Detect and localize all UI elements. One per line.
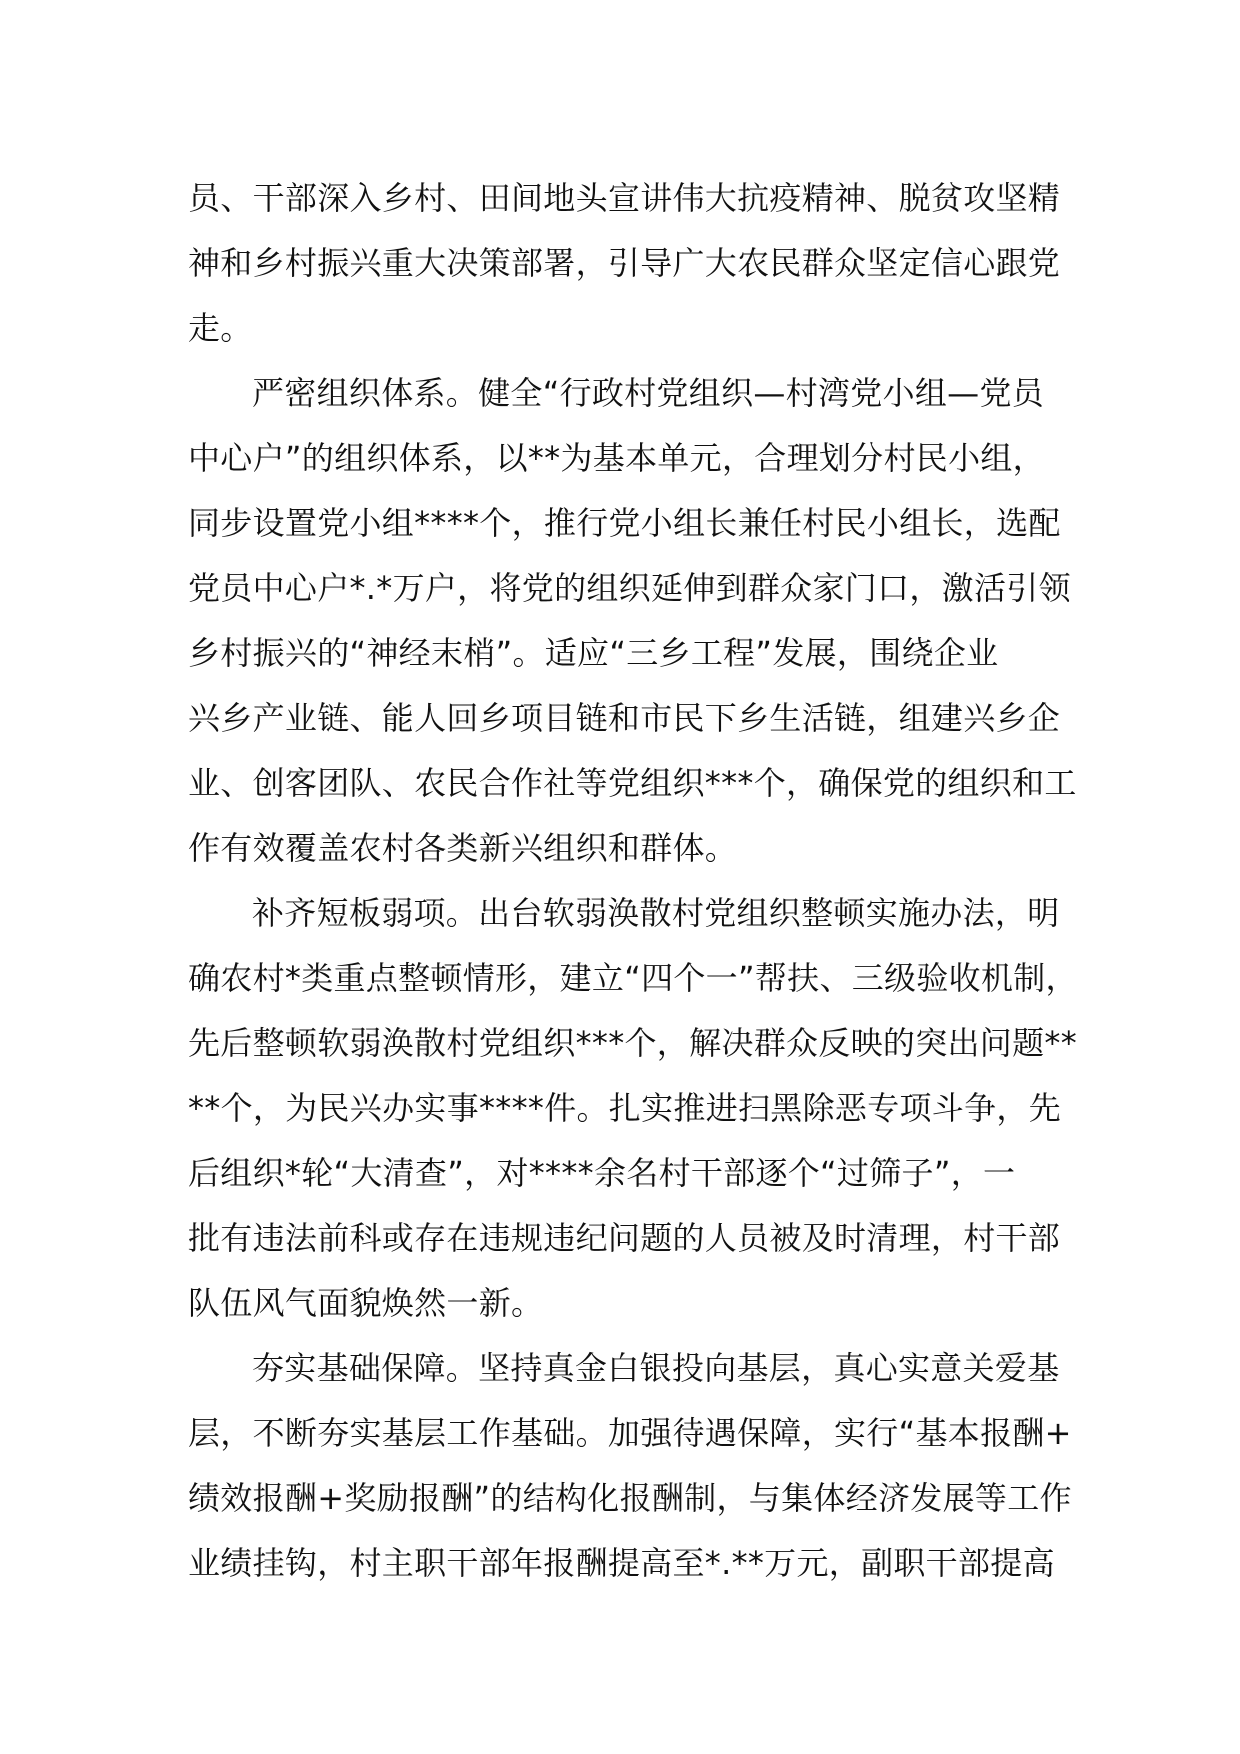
text-line: 作有效覆盖农村各类新兴组织和群体。 — [188, 829, 738, 867]
text-line: 业、创客团队、农民合作社等党组织***个，确保党的组织和工 — [188, 764, 1077, 802]
text-line: **个，为民兴办实事****件。扎实推进扫黑除恶专项斗争，先 — [188, 1089, 1062, 1127]
text-line: 确农村*类重点整顿情形，建立“四个一”帮扶、三级验收机制， — [188, 959, 1078, 997]
text-line: 队伍风气面貌焕然一新。 — [188, 1284, 544, 1322]
text-line: 员、干部深入乡村、田间地头宣讲伟大抗疫精神、脱贫攻坚精 — [188, 179, 1061, 217]
text-line: 神和乡村振兴重大决策部署，引导广大农民群众坚定信心跟党 — [188, 244, 1061, 282]
text-line: 绩效报酬+奖励报酬”的结构化报酬制，与集体经济发展等工作 — [188, 1479, 1072, 1517]
text-line: 业绩挂钩，村主职干部年报酬提高至*.**万元，副职干部提高 — [188, 1544, 1055, 1582]
text-line: 党员中心户*.*万户，将党的组织延伸到群众家门口，激活引领 — [188, 569, 1071, 607]
text-line: 补齐短板弱项。出台软弱涣散村党组织整顿实施办法，明 — [252, 894, 1060, 932]
text-line: 兴乡产业链、能人回乡项目链和市民下乡生活链，组建兴乡企 — [188, 699, 1061, 737]
paragraph-weak-points — [188, 881, 1088, 1336]
document-body — [188, 166, 1088, 1596]
text-line: 后组织*轮“大清查”，对****余名村干部逐个“过筛子”，一 — [188, 1154, 1016, 1192]
paragraph-organization-system — [188, 361, 1088, 881]
text-line: 层，不断夯实基层工作基础。加强待遇保障，实行“基本报酬+ — [188, 1414, 1072, 1452]
text-line: 乡村振兴的“神经末梢”。适应“三乡工程”发展，围绕企业 — [188, 634, 999, 672]
paragraph-continuation — [188, 166, 1088, 361]
text-line: 严密组织体系。健全“行政村党组织—村湾党小组—党员 — [252, 374, 1045, 412]
text-line: 中心户”的组织体系，以**为基本单元，合理划分村民小组， — [188, 439, 1045, 477]
text-line: 先后整顿软弱涣散村党组织***个，解决群众反映的突出问题** — [188, 1024, 1078, 1062]
text-line: 同步设置党小组****个，推行党小组长兼任村民小组长，选配 — [188, 504, 1061, 542]
text-line: 夯实基础保障。坚持真金白银投向基层，真心实意关爱基 — [252, 1349, 1060, 1387]
text-line: 批有违法前科或存在违规违纪问题的人员被及时清理，村干部 — [188, 1219, 1061, 1257]
paragraph-basic-guarantee — [188, 1336, 1088, 1596]
text-line: 走。 — [188, 309, 253, 347]
